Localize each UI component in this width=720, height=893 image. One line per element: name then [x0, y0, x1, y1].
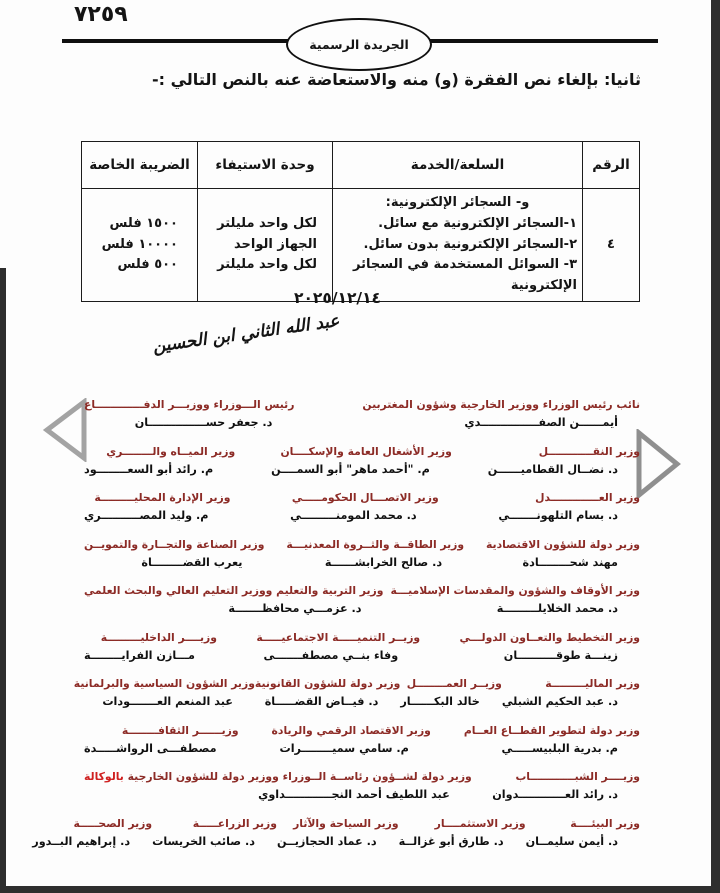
minister-entry: [460, 630, 640, 664]
minister-entry: [255, 676, 400, 710]
item-line: و- السجائر الإلكترونية:: [385, 195, 530, 210]
minister-entry: [32, 816, 152, 850]
minister-name: د. جعفر حســـــــــــــــان: [134, 416, 273, 429]
minister-name: مصطفـــى الرواشـــــدة: [84, 741, 217, 755]
minister-name: د. بسام التلهونـــــــي: [498, 509, 618, 522]
minister-entry: [502, 676, 640, 710]
minister-name: أيمــــــن الصفـــــــــــــــدي: [464, 416, 618, 429]
minister-name: م. سامي سميــــــــرات: [279, 741, 409, 755]
fee-table: [81, 141, 640, 302]
minister-name: عبد المنعم العـــــــودات: [102, 695, 233, 708]
minister-title: وزير النقــــــــــــل: [538, 444, 640, 458]
cell-tax: [82, 189, 198, 302]
minister-name: مـــازن الفرايــــــــة: [84, 648, 195, 662]
minister-name: د. عزمـــي محافظـــــــة: [228, 602, 362, 615]
minister-entry: [84, 444, 235, 478]
page-number: ٧٢٥٩: [74, 2, 128, 27]
minister-name: د. طارق أبو غزالــة: [398, 834, 504, 848]
cell-item: [333, 189, 583, 302]
minister-name: د. صالح الخرابشــــــة: [324, 555, 443, 569]
minister-name: زينـــة طوقــــــــــان: [503, 648, 618, 662]
minister-title: وزير العـــــــــــــدل: [535, 491, 640, 504]
minister-entry: [84, 630, 217, 664]
minister-entry: [400, 676, 502, 710]
col-header-number: الرقم: [583, 142, 640, 189]
minister-name: د. أيمن سليمــان: [525, 834, 618, 848]
item-line: ١-السجائر الإلكترونية مع سائل.: [378, 215, 577, 231]
ministers-row: [84, 723, 640, 757]
ministers-row: [84, 537, 640, 571]
prev-page-button[interactable]: [42, 398, 88, 465]
minister-entry: [272, 723, 431, 757]
minister-entry: [271, 444, 452, 478]
ministers-row: [84, 583, 640, 617]
minister-name: د. إبراهيم البــدور: [32, 834, 131, 848]
ministers-row: [84, 490, 640, 524]
minister-name: خالد البكــــــار: [400, 695, 480, 708]
minister-name: د. صائب الخريسات: [152, 834, 255, 848]
minister-title: وزيــــــر الثقافــــــــة: [121, 723, 239, 737]
unit-line: الجهاز الواحد: [233, 236, 317, 252]
minister-title: وزير الصناعة والتجــارة والتمويــن: [84, 537, 265, 551]
minister-title: وزير الاقتصاد الرقمي والريادة: [271, 723, 431, 737]
minister-name: م. وليد المصــــــــــري: [84, 509, 209, 522]
minister-title: وزير التربية والتعليم ووزير التعليم العالي والبحث العلمي: [84, 584, 384, 597]
unit-line: لكل واحد مليلتر: [217, 257, 317, 273]
ministers-row: [84, 444, 640, 478]
minister-entry: [84, 769, 472, 803]
minister-entry: [256, 630, 420, 664]
minister-name: مهند شحــــــــادة: [522, 555, 618, 569]
minister-name: د. رائد العــــــــــــدوان: [492, 788, 618, 801]
minister-title: وزير الشؤون السياسية والبرلمانية: [73, 677, 255, 690]
cell-number: ٤: [583, 189, 640, 302]
minister-title: وزير التخطيط والتعــاون الدولـــي: [459, 630, 640, 644]
minister-title: وزير الأشغال العامة والإسكــــان: [280, 444, 452, 458]
col-header-tax: الضريبة الخاصة: [82, 142, 198, 189]
minister-entry: [362, 397, 640, 431]
col-header-item: السلعة/الخدمة: [333, 142, 583, 189]
scan-edge-right: [711, 0, 720, 893]
minister-entry: [526, 816, 640, 850]
tax-line: ١٥٠٠ فلس: [109, 215, 178, 231]
next-page-button[interactable]: [633, 429, 681, 502]
minister-entry: [391, 583, 641, 617]
ministers-row: [84, 769, 640, 803]
item-line: ٢-السجائر الإلكترونية بدون سائل.: [363, 236, 577, 252]
minister-entry: [498, 490, 640, 524]
minister-title: وزير دولة لتطوير القطــاع العــام: [463, 723, 640, 737]
minister-title: وزير دولة لشــؤون رئاســة الــوزراء ووزير دولة للشؤون الخارجية بالوكالة: [84, 770, 472, 783]
minister-entry: [290, 490, 439, 524]
minister-title: وزيــر التنميـــــة الاجتماعيـــــة: [256, 630, 421, 644]
tax-line: ٥٠٠ فلس: [117, 257, 178, 273]
minister-name: د. عبد الحكيم الشبلي: [501, 695, 618, 708]
minister-title: رئيس الـــوزراء ووزيـــر الدفـــــــــــــاع: [84, 398, 295, 411]
minister-name: يعرب القضــــــــاة: [141, 555, 243, 569]
minister-title: وزير الطاقــة والثــروة المعدنيـــة: [286, 537, 465, 551]
minister-name: د. نضــال القطاميــــــن: [487, 462, 618, 476]
minister-name: د. فيــاض القضـــــاة: [264, 695, 379, 708]
cell-unit: [198, 189, 333, 302]
minister-entry: [84, 397, 294, 431]
minister-entry: [486, 537, 640, 571]
minister-title: وزير الماليـــــــــة: [545, 677, 640, 690]
minister-entry: [152, 816, 277, 850]
minister-entry: [84, 490, 230, 524]
minister-title: وزير الأوقاف والشؤون والمقدسات الإسلاميـــة: [390, 584, 640, 597]
acting-flag: بالوكالة: [84, 770, 124, 783]
gazette-badge: الجريدة الرسمية: [286, 18, 432, 71]
ministers-row: [84, 397, 640, 431]
fee-table-row: [82, 189, 640, 302]
minister-entry: [84, 583, 383, 617]
unit-line: لكل واحد مليلتر: [217, 215, 317, 231]
minister-entry: [286, 537, 464, 571]
minister-name: د. محمد المومنـــــــــي: [290, 509, 417, 522]
minister-name: د. عماد الحجازيــن: [277, 834, 377, 848]
minister-name: م. بدرية البلبيســـــي: [501, 741, 618, 755]
minister-title: وزير الصحـــــة: [73, 816, 153, 830]
section-heading: ثانيا: بإلغاء نص الفقرة (و) منه والاستعاضة عنه بالنص التالي :-: [152, 70, 641, 89]
fee-table-header-row: [82, 142, 640, 189]
ministers-row: [32, 816, 640, 850]
minister-entry: [399, 816, 526, 850]
royal-signature: عبد الله الثاني ابن الحسين: [151, 311, 341, 357]
issue-date: ٢٠٢٥/١٢/١٤: [293, 289, 381, 307]
col-header-unit: وحدة الاستيفاء: [198, 142, 333, 189]
minister-entry: [74, 676, 255, 710]
minister-title: وزيــــر الداخليـــــــــة: [100, 630, 217, 644]
minister-name: وفاء بنــي مصطفـــــــى: [263, 648, 399, 662]
ministers-list: [32, 397, 640, 862]
ministers-row: [84, 630, 640, 664]
minister-title: وزير البيئــــة: [570, 816, 640, 830]
scan-edge-bottom: [0, 886, 720, 893]
minister-name: م. "أحمد ماهر" أبو السمــــن: [271, 462, 430, 476]
minister-title: وزير دولة للشؤون الاقتصادية: [485, 537, 640, 551]
minister-title: نائب رئيس الوزراء ووزير الخارجية وشؤون المغتربين: [362, 398, 640, 411]
minister-entry: [277, 816, 399, 850]
minister-title: وزيــر العمــــــــل: [406, 677, 502, 690]
ministers-row: [73, 676, 640, 710]
minister-title: وزيــــر الشبــــــــــــاب: [515, 770, 640, 783]
minister-entry: [464, 723, 640, 757]
minister-entry: [488, 444, 640, 478]
minister-title: وزير الاتصـــال الحكومـــــي: [291, 491, 439, 504]
minister-name: د. محمد الخلايلـــــــــة: [496, 602, 618, 615]
minister-title: وزير السياحة والآثار: [293, 816, 399, 830]
minister-entry: [84, 723, 239, 757]
minister-name: عبد اللطيف أحمد النجــــــــــــداوي: [258, 788, 450, 801]
minister-title: وزير الاستثمــــار: [434, 816, 526, 830]
minister-title: وزير دولة للشؤون القانونية: [254, 677, 401, 690]
minister-title: وزير الميــاه والــــــــري: [106, 444, 236, 458]
next-page-icon: [633, 487, 681, 502]
tax-line: ١٠٠٠٠ فلس: [101, 236, 178, 252]
minister-entry: [492, 769, 640, 803]
scan-edge-left: [0, 268, 6, 893]
item-line: ٣- السوائل المستخدمة في السجائر الإلكترونية: [353, 257, 577, 294]
prev-page-icon: [42, 450, 88, 465]
minister-title: وزير الزراعـــــة: [192, 816, 277, 830]
minister-name: م. رائد أبو السعــــــــود: [84, 462, 214, 476]
minister-title: وزير الإدارة المحليـــــــــة: [94, 491, 231, 504]
minister-entry: [84, 537, 264, 571]
